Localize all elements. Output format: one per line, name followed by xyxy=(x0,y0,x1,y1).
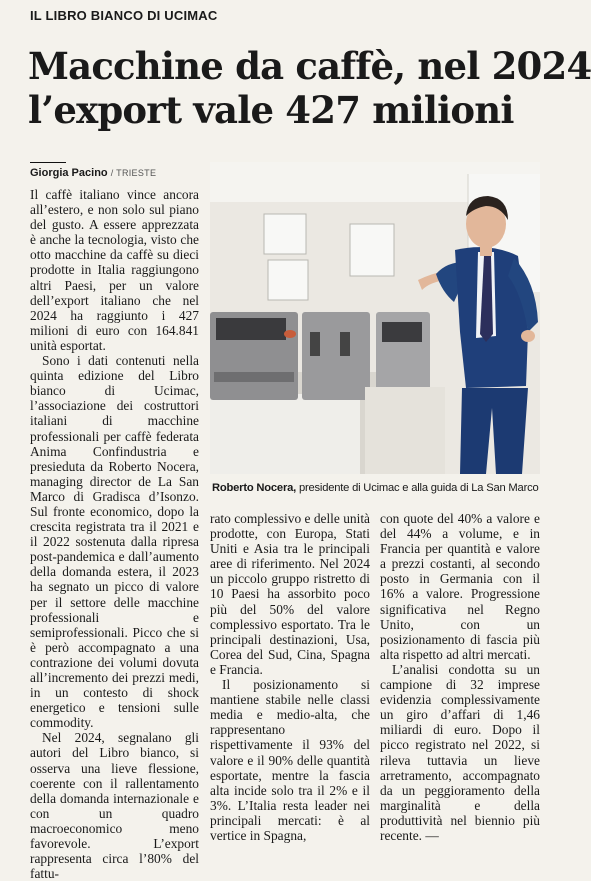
headline-line-1: Macchine da caffè, nel 2024 xyxy=(28,44,591,88)
article-column-1 xyxy=(30,187,199,881)
byline-rule xyxy=(30,162,66,163)
paragraph: Il caffè italiano vince ancora all’estero, e non solo sul piano del gusto. A essere apprezzata è anche la tecnologia, visto che otto macchine da caffè su dieci prodotte in Italia raggiungono altri Paesi, per un valore dell’export italiano che nel 2024 ha raggiunto i 427 milioni di euro con 164.841 unità esportat. xyxy=(30,187,199,353)
article-column-2 xyxy=(210,511,370,843)
article-photo xyxy=(210,162,540,474)
paragraph: Il posizionamento si mantiene stabile nelle classi media e medio-alta, che rappresentano rispettivamente il 93% del valore e il 90% delle quantità esportate, mentre la fascia alta incide solo tra il 2% e il 3%. L’Italia resta leader nei principali mercati: è al vertice in Spagna, xyxy=(210,677,370,843)
author-location: / TRIESTE xyxy=(110,168,157,178)
caption-name: Roberto Nocera, xyxy=(212,482,297,494)
photo-illustration xyxy=(210,162,540,474)
paragraph: Sono i dati contenuti nella quinta edizione del Libro bianco di Ucimac, l’associazione dei costruttori italiani di macchine professionali per caffè federata Anima Confindustria e presieduta da Roberto Nocera, managing director de La San Marco di Gradisca d’Isonzo. Sul fronte economico, dopo la crescita registrata tra il 2021 e il 2022 sostenuta dalla ripresa post-pandemica e dall’aumento della domanda estera, il 2023 ha segnato un picco di valore per il settore delle macchine professionali e semiprofessionali. Picco che si è però accompagnato a una contrazione dei volumi dovuta all’incremento dei prezzi medi, in un contesto di shock energetico e tensioni sulle commodity. xyxy=(30,353,199,731)
author-name: Giorgia Pacino xyxy=(30,167,108,179)
paragraph: L’analisi condotta su un campione di 32 imprese evidenzia complessivamente un giro d’affari di 1,46 miliardi di euro. Dopo il picco registrato nel 2022, si rileva tuttavia un lieve arretramento, accompagnato da un peggioramento della marginalità e della produttività nel biennio più recente. — xyxy=(380,661,540,843)
headline xyxy=(28,44,591,132)
article-column-3 xyxy=(380,511,540,843)
paragraph: con quote del 40% a valore e del 44% a volume, e in Francia per quantità e valore a prezzi costanti, al secondo posto in Germania con il 16% a valore. Progressione significativa nel Regno Unito, con un posizionamento di fascia più alta rispetto ad altri mercati. xyxy=(380,511,540,662)
headline-line-2: l’export vale 427 milioni xyxy=(28,88,514,132)
caption-text: presidente di Ucimac e alla guida di La San Marco xyxy=(296,482,539,494)
byline xyxy=(30,167,156,179)
paragraph: Nel 2024, segnalano gli autori del Libro bianco, si osserva una lieve flessione, coerente con il rallentamento della domanda internazionale e con un quadro macroeconomico meno favorevole. L’export rappresenta circa l’80% del fattu- xyxy=(30,730,199,881)
photo-caption xyxy=(212,482,542,494)
section-kicker: IL LIBRO BIANCO DI UCIMAC xyxy=(30,8,218,23)
paragraph: rato complessivo e delle unità prodotte, con Europa, Stati Uniti e Asia tra le principali aree di riferimento. Nel 2024 un piccolo gruppo ristretto di 10 Paesi ha assorbito poco più del 50% del valore complessivo esportato. Tra le principali destinazioni, Usa, Corea del Sud, Cina, Spagna e Francia. xyxy=(210,511,370,677)
